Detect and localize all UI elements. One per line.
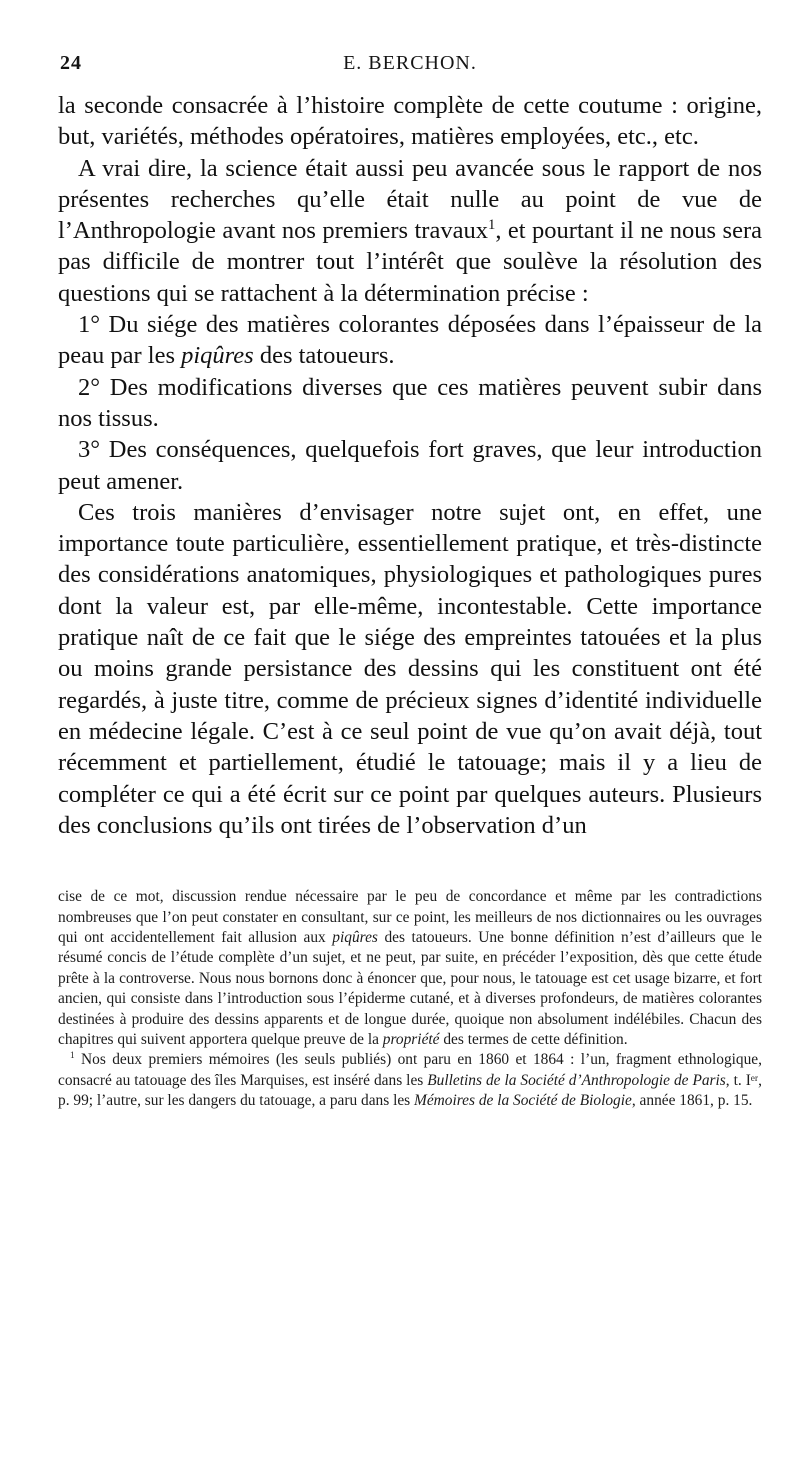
list-item: 2° Des modifications diverses que ces matières peuvent subir dans nos tissus. — [58, 373, 762, 432]
page-number: 24 — [60, 52, 82, 74]
footnote-text: des tatoueurs. Une bonne définition n’est d’ailleurs que le résumé concis de l’étude complète d’un sujet, et ne peut, par suite, en précéder l’exposition, dès que cette étude prête à la controverse. Nous nous bornons donc à énoncer que, pour nous, le tatouage est cet usage bizarre, et fort ancien, qui consiste dans l’introduction sous l’épiderme cutané, et à diverses profondeurs, de matières colorantes destinées à produire des dessins apparents et de longue durée, quoique non absolument indélébiles. Chacun des chapitres qui suivent apportera quelque preuve de la — [58, 928, 763, 1048]
emphasis: propriété — [382, 1030, 440, 1048]
footnote-text: , t. Iᵉʳ, p. 99; l’autre, sur les dangers du tatouage, a paru dans les — [58, 1071, 762, 1110]
list-item-text: 1° Du siége des matières colorantes déposées dans l’épaisseur de la peau par les — [58, 311, 762, 370]
running-head — [58, 52, 762, 86]
footnote-reference: 1 — [487, 217, 496, 234]
footnote-text: cise de ce mot, discussion rendue nécessaire par le peu de concordance et même par les contradictions nombreuses que l’on peut constater en consultant, sur ce point, les meilleurs de nos dictionnaires ou les ouvrages qui ont accidentellement fait allusion aux — [58, 888, 762, 946]
footnote-text: des termes de cette définition. — [439, 1030, 628, 1048]
list-item: 3° Des conséquences, quelquefois fort graves, que leur introduction peut amener. — [58, 436, 762, 495]
footnote-marker: 1 — [70, 1050, 75, 1061]
footnote-text: , année 1861, p. 15. — [631, 1092, 753, 1110]
paragraph: Ces trois manières d’envisager notre sujet ont, en effet, une importance toute particulière, essentiellement pratique, et très-distincte des considérations anatomiques, physiologiques et pathologiques pures dont la valeur est, par elle-même, incontestable. Cette importance pratique naît de ce fait que le siége des empreintes tatouées et la plus ou moins grande persistance des dessins qui les constituent ont été regardés, à juste titre, comme de précieux signes d’identité individuelle en médecine légale. C’est à ce seul point de vue qu’on avait déjà, tout récemment et partiellement, étudié le tatouage; mais il y a lieu de compléter ce qui a été écrit sur ce point par quelques auteurs. Plusieurs des conclusions qu’ils ont tirées de l’observation d’un — [58, 498, 762, 839]
paragraph — [58, 153, 762, 309]
emphasis: Mémoires de la Société de Biologie — [414, 1092, 632, 1110]
body-text — [58, 90, 762, 841]
footnote-text: Nos deux premiers mémoires (les seuls publiés) ont paru en 1860 et 1864 : l’un, fragment ethnologique, consacré au tatouage des îles Marquises, est inséré dans les — [58, 1051, 762, 1089]
emphasis: piqûres — [181, 342, 254, 370]
paragraph-text: A vrai dire, la science était aussi peu avancée sous le rapport de nos présentes recherches qu’elle était nulle au point de vue de l’Anthropologie avant nos premiers travaux — [58, 154, 762, 245]
book-page — [58, 52, 762, 1112]
running-head-author: E. BERCHON. — [343, 52, 477, 74]
paragraph-continued: la seconde consacrée à l’histoire complète de cette coutume : origine, but, variétés, méthodes opératoires, matières employées, etc., etc. — [58, 92, 762, 151]
list-item — [58, 309, 762, 372]
emphasis: Bulletins de la Société d’Anthropologie de Paris — [427, 1071, 726, 1089]
footnote-continued — [58, 887, 762, 1050]
footnotes — [58, 887, 762, 1111]
list-item-text: des tatoueurs. — [253, 342, 395, 370]
emphasis: piqûres — [332, 928, 378, 946]
footnote — [58, 1050, 762, 1111]
paragraph-text: , et pourtant il ne nous sera pas difficile de montrer tout l’intérêt que soulève la résolution des questions qui se rattachent à la détermination précise : — [58, 217, 762, 307]
